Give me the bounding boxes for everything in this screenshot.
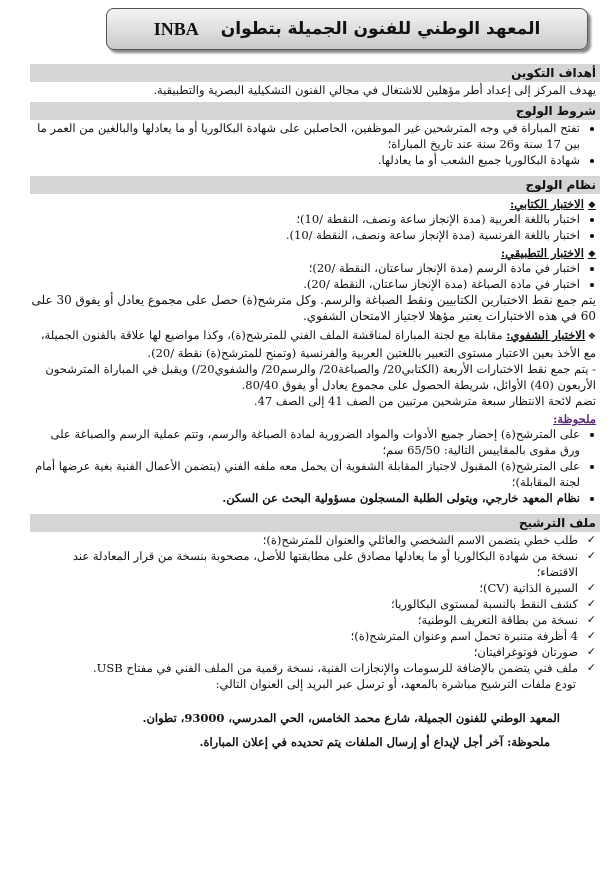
- diamond-icon: ❖: [585, 332, 596, 342]
- address: المعهد الوطني للفنون الجميلة، شارع محمد الخامس، الحي المدرسي، 93000، تطوان.: [142, 711, 560, 725]
- file-checklist: [30, 532, 600, 676]
- list-item: • شهادة البكالوريا جميع الشعب أو ما يعادلها.: [30, 152, 580, 168]
- oral-wait: تضم لائحة الانتظار سبعة مترشحين مرتبين من الصف 41 إلى الصف 47.: [253, 394, 596, 408]
- section-heading-system: نظام الولوج: [30, 176, 600, 194]
- goals-text: يهدف المركز إلى إعداد أطر مؤهلين للاشتغال في مجالي الفنون التشكيلية البصرية والتطبيقية.: [153, 83, 596, 97]
- list-item: • على المترشح(ة) إحضار جميع الأدوات والمواد الضرورية لمادة الصباغة والرسم، وتتم عملية الرسم والصباغة على ورق مقوى بالمقاييس التالية: 65/50 سم؛: [30, 426, 580, 458]
- title-text: المعهد الوطني للفنون الجميلة بتطوان: [220, 19, 541, 39]
- document-body: [30, 60, 600, 750]
- section-heading-goals: أهداف التكوين: [30, 64, 600, 82]
- list-item: ✓ طلب خطي يتضمن الاسم الشخصي والعائلي والعنوان للمترشح(ة)؛: [30, 532, 578, 548]
- written-list: [30, 211, 600, 243]
- deadline-note: ملحوظة: آخر أجل لإيداع أو إرسال الملفات يتم تحديده في إعلان المباراة.: [199, 735, 550, 749]
- notes-list: [30, 426, 600, 506]
- written-exam-title: ❖الاختبار الكتابي:: [510, 197, 596, 211]
- title-abbr: INBA: [153, 18, 199, 39]
- section-heading-file: ملف الترشيح: [30, 514, 600, 532]
- practical-list: [30, 260, 600, 292]
- list-item: ✓ نسخة من بطاقة التعريف الوطنية؛: [30, 612, 578, 628]
- list-item: ✓ صورتان فوتوغرافيتان؛: [30, 644, 578, 660]
- diamond-icon: ❖: [587, 250, 596, 260]
- send-note: تودع ملفات الترشيح مباشرة بالمعهد، أو ترسل عبر البريد إلى العنوان التالي:: [215, 677, 576, 691]
- oral-sum: - يتم جمع نقط الاختبارات الأربعة (الكتابي20/ والصباغة20/ والرسم20/ والشفوي20/) ويقبل في المباراة المترشحون الأربعون (40) الأوائل، شريطة الحصول على مجموع يعادل أو يفوق 80/40.: [45, 362, 596, 392]
- practical-exam-title: ❖الاختبار التطبيقي:: [500, 246, 596, 260]
- list-item: ✓ السيرة الذاتية (CV)؛: [30, 580, 578, 596]
- page-title: [106, 8, 588, 50]
- list-item: • اختبار في مادة الرسم (مدة الإنجاز ساعتان، النقطة /20)؛: [30, 260, 580, 276]
- list-item: • اختبار باللغة العربية (مدة الإنجاز ساعة ونصف، النقطة /10)؛: [30, 211, 580, 227]
- access-list: [30, 120, 600, 168]
- list-item: • اختبار باللغة الفرنسية (مدة الإنجاز ساعة ونصف، النقطة /10).: [30, 227, 580, 243]
- list-item: • نظام المعهد خارجي، ويتولى الطلبة المسجلون مسؤولية البحث عن السكن.: [30, 490, 580, 506]
- section-heading-access: شروط الولوج: [30, 102, 600, 120]
- note-title: ملحوظة:: [553, 412, 596, 426]
- list-item: • اختبار في مادة الصباغة (مدة الإنجاز ساعتان، النقطة /20).: [30, 276, 580, 292]
- list-item: • تفتح المباراة في وجه المترشحين غير الموظفين، الحاصلين على شهادة البكالوريا أو ما يعادلها والبالغين من العمر ما بين 17 سنة و26 سنة عند تاريخ المباراة؛: [30, 120, 580, 152]
- list-item: • على المترشح(ة) المقبول لاجتياز المقابلة الشفوية أن يحمل معه ملفه الفني (يتضمن الأعمال الفنية بغية عرضها أمام لجنة المقابلة)؛: [30, 458, 580, 490]
- list-item: ✓ 4 أظرفة متنبرة تحمل اسم وعنوان المترشح(ة)؛: [30, 628, 578, 644]
- practical-note: يتم جمع نقط الاختبارين الكتابيين ونقط الصباغة والرسم. وكل مترشح(ة) حصل على مجموع يعادل أو يفوق 30 على 60 في هذه الاختبارات يعتبر مؤهلا لاجتياز الامتحان الشفوي.: [31, 293, 596, 323]
- list-item: ✓ كشف النقط بالنسبة لمستوى البكالوريا؛: [30, 596, 578, 612]
- list-item: ✓ نسخة من شهادة البكالوريا أو ما يعادلها مصادق على مطابقتها للأصل، مصحوبة بنسخة من قرار المعادلة عند الاقتضاء؛: [30, 548, 578, 580]
- oral-exam: ❖ الاختبار الشفوي: مقابلة مع لجنة المباراة لمناقشة الملف الفني للمترشح(ة)، وكذا مواضيع لها علاقة بالفنون الجميلة، مع الأخذ بعين الاعتبار مستوى التعبير باللغتين العربية والفرنسية (وتمنح للمترشح(ة) نقطة /20).: [40, 328, 596, 360]
- diamond-icon: ❖: [587, 201, 596, 211]
- list-item: ✓ ملف فني يتضمن بالإضافة للرسومات والإنجازات الفنية، نسخة رقمية من الملف الفني في مفتاح USB.: [30, 660, 578, 676]
